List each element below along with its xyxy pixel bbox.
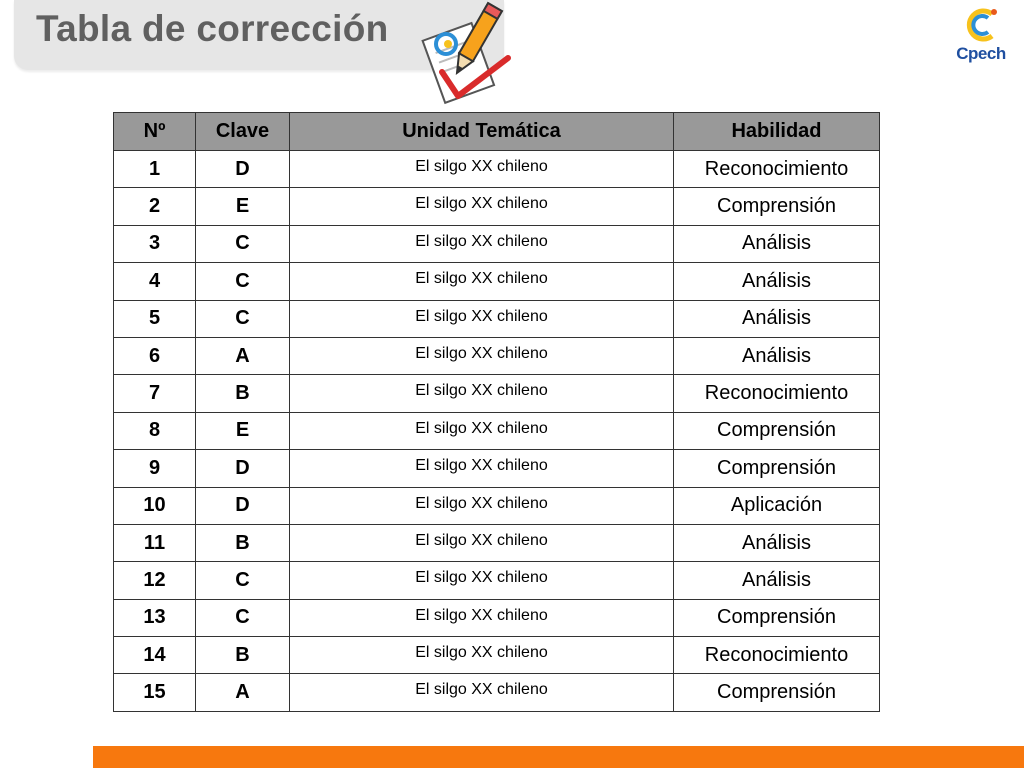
row-number: 5 <box>114 300 196 337</box>
table-row <box>114 599 880 636</box>
row-key: C <box>196 263 290 300</box>
row-number: 1 <box>114 151 196 188</box>
row-unit: El silgo XX chileno <box>290 562 674 599</box>
row-number: 9 <box>114 450 196 487</box>
row-skill: Comprensión <box>674 674 880 711</box>
table-row <box>114 375 880 412</box>
table-row <box>114 524 880 561</box>
column-header-number: Nº <box>114 113 196 151</box>
row-skill: Análisis <box>674 337 880 374</box>
row-unit: El silgo XX chileno <box>290 599 674 636</box>
row-skill: Comprensión <box>674 450 880 487</box>
row-skill: Reconocimiento <box>674 375 880 412</box>
row-unit: El silgo XX chileno <box>290 375 674 412</box>
row-skill: Reconocimiento <box>674 151 880 188</box>
row-number: 7 <box>114 375 196 412</box>
row-number: 12 <box>114 562 196 599</box>
row-key: B <box>196 524 290 561</box>
row-skill: Análisis <box>674 524 880 561</box>
row-skill: Aplicación <box>674 487 880 524</box>
row-unit: El silgo XX chileno <box>290 151 674 188</box>
row-unit: El silgo XX chileno <box>290 300 674 337</box>
row-number: 8 <box>114 412 196 449</box>
table-row <box>114 337 880 374</box>
table-row <box>114 487 880 524</box>
row-number: 3 <box>114 225 196 262</box>
table-row <box>114 412 880 449</box>
cpech-logo <box>944 4 1018 66</box>
row-unit: El silgo XX chileno <box>290 188 674 225</box>
table-row <box>114 225 880 262</box>
row-unit: El silgo XX chileno <box>290 263 674 300</box>
footer-accent-bar <box>93 746 1024 768</box>
logo-text: Cpech <box>956 44 1006 63</box>
row-unit: El silgo XX chileno <box>290 225 674 262</box>
row-number: 15 <box>114 674 196 711</box>
row-key: E <box>196 412 290 449</box>
row-unit: El silgo XX chileno <box>290 337 674 374</box>
table-row <box>114 450 880 487</box>
table-row <box>114 188 880 225</box>
row-key: E <box>196 188 290 225</box>
row-key: C <box>196 599 290 636</box>
row-key: D <box>196 450 290 487</box>
page-title: Tabla de corrección <box>36 8 389 49</box>
row-key: D <box>196 487 290 524</box>
column-header-skill: Habilidad <box>674 113 880 151</box>
row-unit: El silgo XX chileno <box>290 487 674 524</box>
row-number: 4 <box>114 263 196 300</box>
row-number: 2 <box>114 188 196 225</box>
row-unit: El silgo XX chileno <box>290 412 674 449</box>
row-skill: Comprensión <box>674 599 880 636</box>
cpech-logo-icon <box>958 4 1004 46</box>
row-key: A <box>196 674 290 711</box>
column-header-unit: Unidad Temática <box>290 113 674 151</box>
table-row <box>114 562 880 599</box>
row-unit: El silgo XX chileno <box>290 450 674 487</box>
row-number: 13 <box>114 599 196 636</box>
table-row <box>114 300 880 337</box>
row-skill: Análisis <box>674 263 880 300</box>
column-header-key: Clave <box>196 113 290 151</box>
pencil-checkmark-icon <box>418 0 514 110</box>
row-unit: El silgo XX chileno <box>290 674 674 711</box>
row-skill: Reconocimiento <box>674 637 880 674</box>
table-row <box>114 674 880 711</box>
row-skill: Análisis <box>674 562 880 599</box>
row-unit: El silgo XX chileno <box>290 637 674 674</box>
table-row <box>114 263 880 300</box>
table-row <box>114 637 880 674</box>
row-skill: Comprensión <box>674 188 880 225</box>
row-number: 14 <box>114 637 196 674</box>
row-key: C <box>196 562 290 599</box>
table-row <box>114 151 880 188</box>
table-header-row <box>114 113 880 151</box>
row-key: A <box>196 337 290 374</box>
row-skill: Comprensión <box>674 412 880 449</box>
row-key: D <box>196 151 290 188</box>
row-number: 10 <box>114 487 196 524</box>
row-key: B <box>196 375 290 412</box>
row-key: C <box>196 225 290 262</box>
row-skill: Análisis <box>674 225 880 262</box>
row-unit: El silgo XX chileno <box>290 524 674 561</box>
row-number: 11 <box>114 524 196 561</box>
row-skill: Análisis <box>674 300 880 337</box>
row-key: C <box>196 300 290 337</box>
correction-table <box>113 112 880 712</box>
row-key: B <box>196 637 290 674</box>
row-number: 6 <box>114 337 196 374</box>
